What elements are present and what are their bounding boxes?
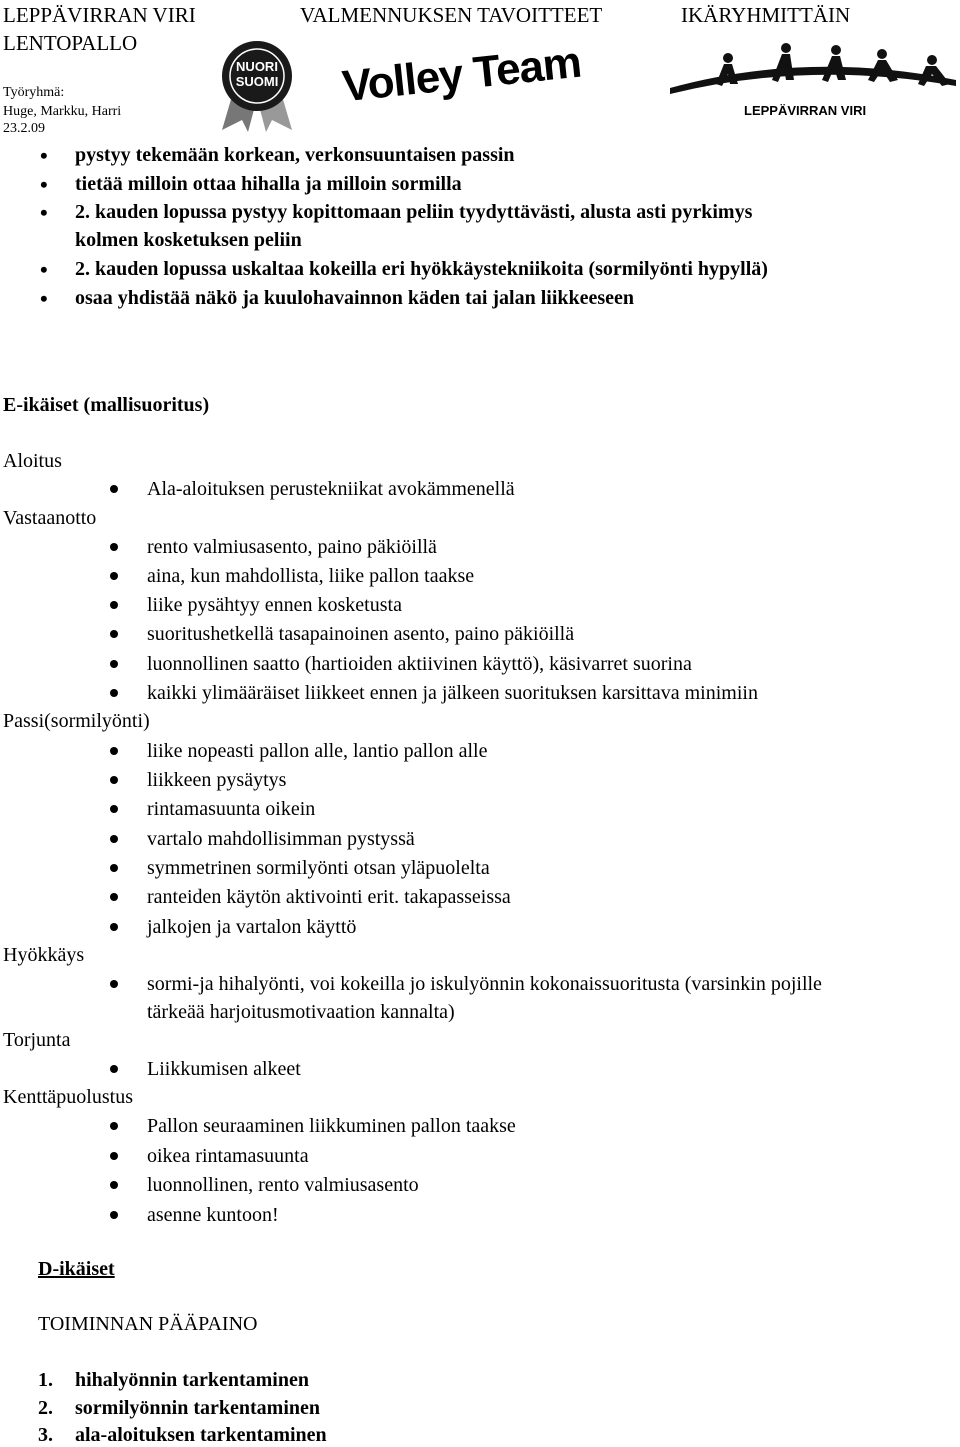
bullet-icon bbox=[110, 601, 118, 609]
bullet-icon bbox=[110, 923, 118, 931]
section-title-hyokkays: Hyökkäys bbox=[3, 944, 85, 966]
list-item: symmetrinen sormilyönti otsan yläpuolelta bbox=[147, 857, 490, 879]
volley-team-logo: Volley Team bbox=[340, 37, 584, 112]
list-item: Liikkumisen alkeet bbox=[147, 1058, 301, 1080]
bullet-icon bbox=[110, 630, 118, 638]
list-item: osaa yhdistää näkö ja kuulohavainnon käden tai jalan liikkeeseen bbox=[75, 287, 635, 309]
section-title-kenttapuolustus: Kenttäpuolustus bbox=[3, 1086, 133, 1108]
focus-number: 2. bbox=[38, 1397, 53, 1419]
d-age-group-title: D-ikäiset bbox=[38, 1258, 115, 1280]
list-item: 2. kauden lopussa uskaltaa kokeilla eri hyökkäystekniikoita (sormilyönti hypyllä) bbox=[75, 258, 768, 280]
focus-title: TOIMINNAN PÄÄPAINO bbox=[38, 1313, 258, 1335]
bullet-icon bbox=[110, 1122, 118, 1130]
bullet-icon bbox=[110, 747, 118, 755]
bullet-icon bbox=[110, 1181, 118, 1189]
list-item: rento valmiusasento, paino päkiöillä bbox=[147, 536, 437, 558]
list-item-continued: kolmen kosketuksen peliin bbox=[75, 229, 302, 251]
seal-text-1: NUORI bbox=[236, 59, 278, 74]
focus-number: 1. bbox=[38, 1369, 53, 1391]
bullet-icon bbox=[110, 485, 118, 493]
bullet-icon bbox=[110, 1065, 118, 1073]
list-item: kaikki ylimääräiset liikkeet ennen ja jälkeen suorituksen karsittava minimiin bbox=[147, 682, 758, 704]
bullet-icon bbox=[110, 980, 118, 988]
list-item: liike pysähtyy ennen kosketusta bbox=[147, 594, 402, 616]
bullet-icon bbox=[110, 893, 118, 901]
bullet-icon bbox=[110, 543, 118, 551]
bullet-icon bbox=[110, 1211, 118, 1219]
bullet-icon bbox=[110, 572, 118, 580]
list-item: jalkojen ja vartalon käyttö bbox=[147, 916, 357, 938]
bullet-icon: • bbox=[40, 143, 48, 168]
focus-item: hihalyönnin tarkentaminen bbox=[75, 1369, 309, 1391]
list-item: asenne kuntoon! bbox=[147, 1204, 279, 1226]
section-title-passi: Passi(sormilyönti) bbox=[3, 710, 150, 732]
bullet-icon bbox=[110, 1152, 118, 1160]
list-item: liikkeen pysäytys bbox=[147, 769, 287, 791]
list-item: pystyy tekemään korkean, verkonsuuntaisen passin bbox=[75, 144, 515, 166]
club-logo-text: LEPPÄVIRRAN VIRI bbox=[744, 103, 867, 118]
section-title-vastaanotto: Vastaanotto bbox=[3, 507, 97, 529]
bullet-icon bbox=[110, 805, 118, 813]
list-item: aina, kun mahdollista, liike pallon taakse bbox=[147, 565, 475, 587]
list-item: tietää milloin ottaa hihalla ja milloin sormilla bbox=[75, 173, 462, 195]
bullet-icon: • bbox=[40, 172, 48, 197]
header-org: LEPPÄVIRRAN VIRI bbox=[3, 3, 196, 27]
header-sport: LENTOPALLO bbox=[3, 31, 138, 55]
list-item: 2. kauden lopussa pystyy kopittomaan peliin tyydyttävästi, alusta asti pyrkimys bbox=[75, 201, 753, 223]
workgroup-names: Huge, Markku, Harri bbox=[3, 104, 122, 119]
focus-item: sormilyönnin tarkentaminen bbox=[75, 1397, 321, 1419]
bullet-icon: • bbox=[40, 257, 48, 282]
list-item: luonnollinen, rento valmiusasento bbox=[147, 1174, 419, 1196]
seal-text-2: SUOMI bbox=[235, 74, 279, 89]
list-item-continued: tärkeää harjoitusmotivaation kannalta) bbox=[147, 1001, 455, 1023]
focus-number: 3. bbox=[38, 1424, 53, 1446]
list-item: rintamasuunta oikein bbox=[147, 798, 316, 820]
header-subtitle: IKÄRYHMITTÄIN bbox=[681, 3, 851, 27]
list-item: luonnollinen saatto (hartioiden aktiivinen käyttö), käsivarret suorina bbox=[147, 653, 692, 675]
bullet-icon bbox=[110, 689, 118, 697]
list-item: oikea rintamasuunta bbox=[147, 1145, 309, 1167]
bullet-icon bbox=[110, 864, 118, 872]
section-title-torjunta: Torjunta bbox=[3, 1029, 71, 1051]
bullet-icon bbox=[110, 776, 118, 784]
list-item: suoritushetkellä tasapainoinen asento, paino päkiöillä bbox=[147, 623, 575, 645]
focus-item: ala-aloituksen tarkentaminen bbox=[75, 1424, 327, 1446]
list-item: sormi-ja hihalyönti, voi kokeilla jo iskulyönnin kokonaissuoritusta (varsinkin pojille bbox=[147, 973, 822, 995]
list-item: Pallon seuraaminen liikkuminen pallon taakse bbox=[147, 1115, 516, 1137]
list-item: liike nopeasti pallon alle, lantio pallon alle bbox=[147, 740, 488, 762]
e-age-group-title: E-ikäiset (mallisuoritus) bbox=[3, 394, 210, 416]
bullet-icon bbox=[110, 660, 118, 668]
bullet-icon bbox=[110, 835, 118, 843]
list-item: Ala-aloituksen perustekniikat avokämmenellä bbox=[147, 478, 515, 500]
nuori-suomi-seal-logo bbox=[218, 40, 296, 132]
section-title-aloitus: Aloitus bbox=[3, 450, 62, 472]
bullet-icon: • bbox=[40, 200, 48, 225]
list-item: vartalo mahdollisimman pystyssä bbox=[147, 828, 415, 850]
workgroup-label: Työryhmä: bbox=[3, 85, 65, 100]
header-date: 23.2.09 bbox=[3, 121, 45, 136]
list-item: ranteiden käytön aktivointi erit. takapasseissa bbox=[147, 886, 511, 908]
header-title: VALMENNUKSEN TAVOITTEET bbox=[300, 3, 603, 27]
bullet-icon: • bbox=[40, 286, 48, 311]
